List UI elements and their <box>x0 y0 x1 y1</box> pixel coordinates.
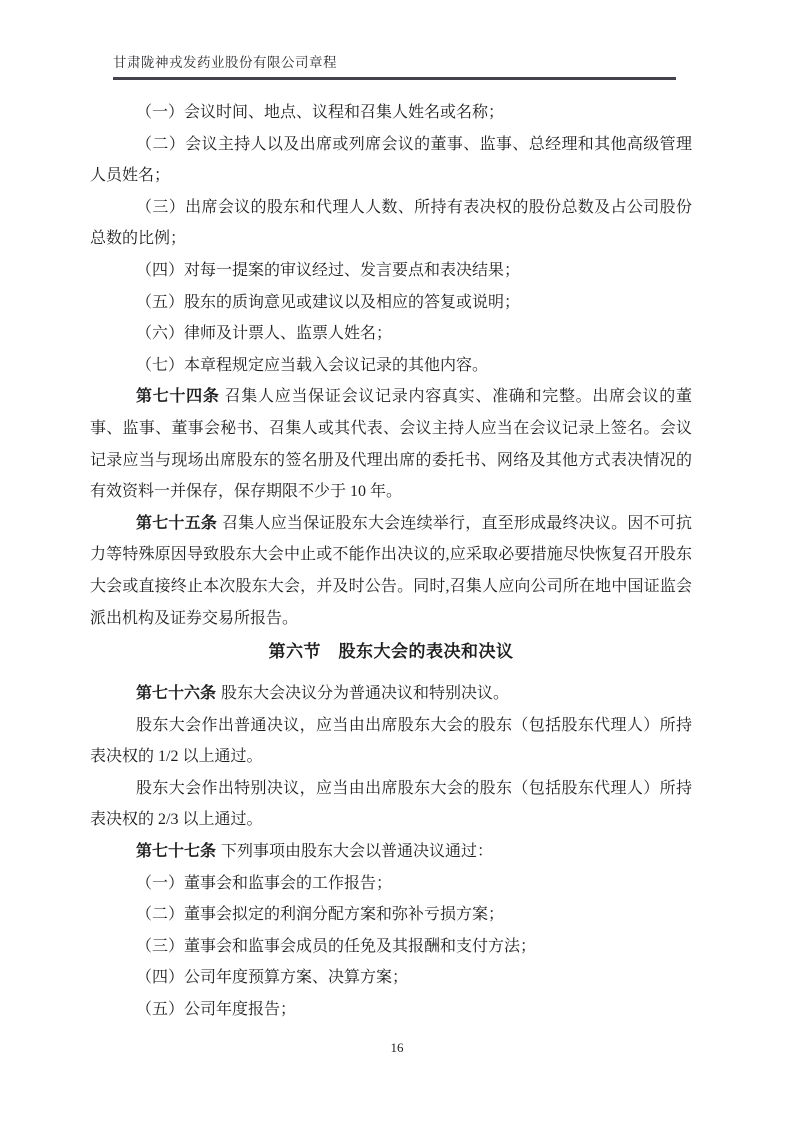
paragraph-text: （二）会议主持人以及出席或列席会议的董事、监事、总经理和其他高级管理人员姓名； <box>90 135 692 185</box>
article-74-paragraph <box>90 381 692 507</box>
paragraph-text: 股东大会作出特别决议，应当由出席股东大会的股东（包括股东代理人）所持表决权的 2/3 以上通过。 <box>90 779 692 829</box>
article-76-paragraph <box>90 678 692 710</box>
page-header <box>113 51 676 80</box>
document-body <box>90 97 692 1026</box>
page-number: 16 <box>390 1040 404 1055</box>
record-item-2 <box>90 129 692 192</box>
article-76-number: 第七十六条 <box>136 685 217 703</box>
record-item-3 <box>90 192 692 255</box>
article-77-number: 第七十七条 <box>136 843 217 861</box>
paragraph-text: （四）公司年度预算方案、决算方案； <box>136 969 409 987</box>
article-75-paragraph <box>90 508 692 634</box>
paragraph-text: （二）董事会拟定的利润分配方案和弥补亏损方案； <box>136 906 505 924</box>
article-74-number: 第七十四条 <box>136 388 220 406</box>
paragraph-text: （五）公司年度报告； <box>136 1001 297 1019</box>
record-item-1 <box>90 97 692 129</box>
article-75-number: 第七十五条 <box>136 514 218 532</box>
record-item-7 <box>90 350 692 382</box>
article-77-paragraph <box>90 836 692 868</box>
record-item-5 <box>90 287 692 319</box>
paragraph-text: （七）本章程规定应当载入会议记录的其他内容。 <box>136 356 489 374</box>
paragraph-text: （三）出席会议的股东和代理人人数、所持有表决权的股份总数及占公司股份总数的比例； <box>90 198 692 248</box>
paragraph-text: （三）董事会和监事会成员的任免及其报酬和支付方法； <box>136 937 537 955</box>
paragraph-text: （五）股东的质询意见或建议以及相应的答复或说明； <box>136 293 521 311</box>
resolution-item-1 <box>90 868 692 900</box>
page-footer <box>0 1040 794 1056</box>
paragraph-text: （一）会议时间、地点、议程和召集人姓名或名称； <box>136 104 505 121</box>
paragraph-text: 召集人应当保证股东大会连续举行，直至形成最终决议。因不可抗力等特殊原因导致股东大会中止或不能作出决议的,应采取必要措施尽快恢复召开股东大会或直接终止本次股东大会，并及时公告。同时,召集人应向公司所在地中国证监会派出机构及证券交易所报告。 <box>90 514 692 627</box>
paragraph-text: 下列事项由股东大会以普通决议通过： <box>221 843 494 861</box>
paragraph-text: 股东大会作出普通决议，应当由出席股东大会的股东（包括股东代理人）所持表决权的 1/2 以上通过。 <box>90 716 692 766</box>
record-item-6 <box>90 318 692 350</box>
header-title: 甘肃陇神戎发药业股份有限公司章程 <box>113 55 337 70</box>
resolution-item-4 <box>90 962 692 994</box>
resolution-item-2 <box>90 899 692 931</box>
paragraph-text: 股东大会决议分为普通决议和特别决议。 <box>221 685 510 703</box>
paragraph-text: （四）对每一提案的审议经过、发言要点和表决结果； <box>136 261 521 279</box>
paragraph-text: （一）董事会和监事会的工作报告； <box>136 874 393 892</box>
section-6-heading: 第六节 股东大会的表决和决议 <box>268 642 514 662</box>
resolution-item-3 <box>90 931 692 963</box>
record-item-4 <box>90 255 692 287</box>
paragraph-text: （六）律师及计票人、监票人姓名； <box>136 325 393 343</box>
paragraph-text: 召集人应当保证会议记录内容真实、准确和完整。出席会议的董事、监事、董事会秘书、召集人或其代表、会议主持人应当在会议记录上签名。会议记录应当与现场出席股东的签名册及代理出席的委托书、网络及其他方式表决情况的有效资料一并保存，保存期限不少于 10 年。 <box>90 388 692 501</box>
ordinary-resolution-paragraph <box>90 710 692 773</box>
resolution-item-5 <box>90 994 692 1026</box>
special-resolution-paragraph <box>90 773 692 836</box>
